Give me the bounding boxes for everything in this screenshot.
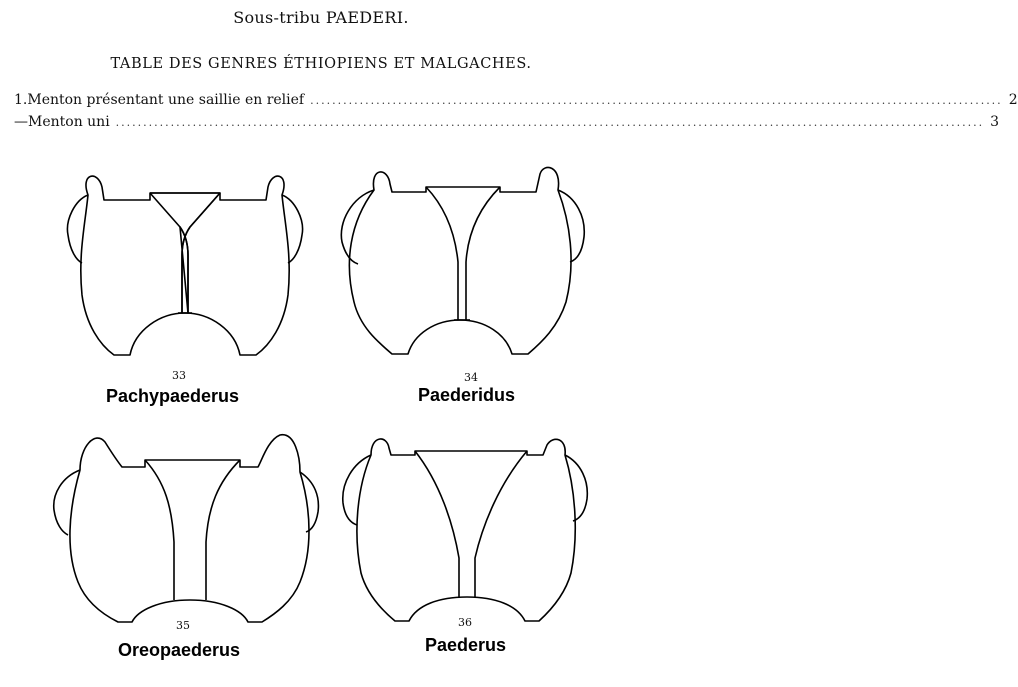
key-entry-text: Menton présentant une saillie en relief <box>27 92 305 108</box>
figure-number: 34 <box>464 371 478 384</box>
figure-caption: Oreopaederus <box>118 640 241 660</box>
key-entry-reference: 2 <box>1008 92 1018 108</box>
figure-35-drawing <box>50 432 320 632</box>
figure-36-drawing <box>335 433 595 633</box>
figure-34-drawing <box>330 162 590 367</box>
key-entry-number: — <box>14 114 28 130</box>
key-entry-text: Menton uni <box>28 114 110 130</box>
page-title: Sous-tribu PAEDERI. <box>233 8 409 27</box>
key-entry-number: 1. <box>14 92 28 108</box>
leader-dots: .............................................................................................................................. <box>310 94 1003 107</box>
figure-caption: Paederidus <box>418 385 516 405</box>
figure-number: 36 <box>458 616 472 629</box>
figure-caption: Paederus <box>425 635 507 655</box>
figure-33-drawing <box>60 165 310 365</box>
figure-number: 33 <box>172 369 186 382</box>
figure-caption: Pachypaederus <box>106 386 240 406</box>
table-heading: TABLE DES GENRES ÉTHIOPIENS ET MALGACHES. <box>110 56 532 72</box>
figure-number: 35 <box>176 619 190 632</box>
key-entry-2 <box>14 114 1000 130</box>
leader-dots: .............................................................................................................................................................. <box>115 116 985 129</box>
key-entry-reference: 3 <box>990 114 1000 130</box>
key-entry-1 <box>14 92 1018 108</box>
